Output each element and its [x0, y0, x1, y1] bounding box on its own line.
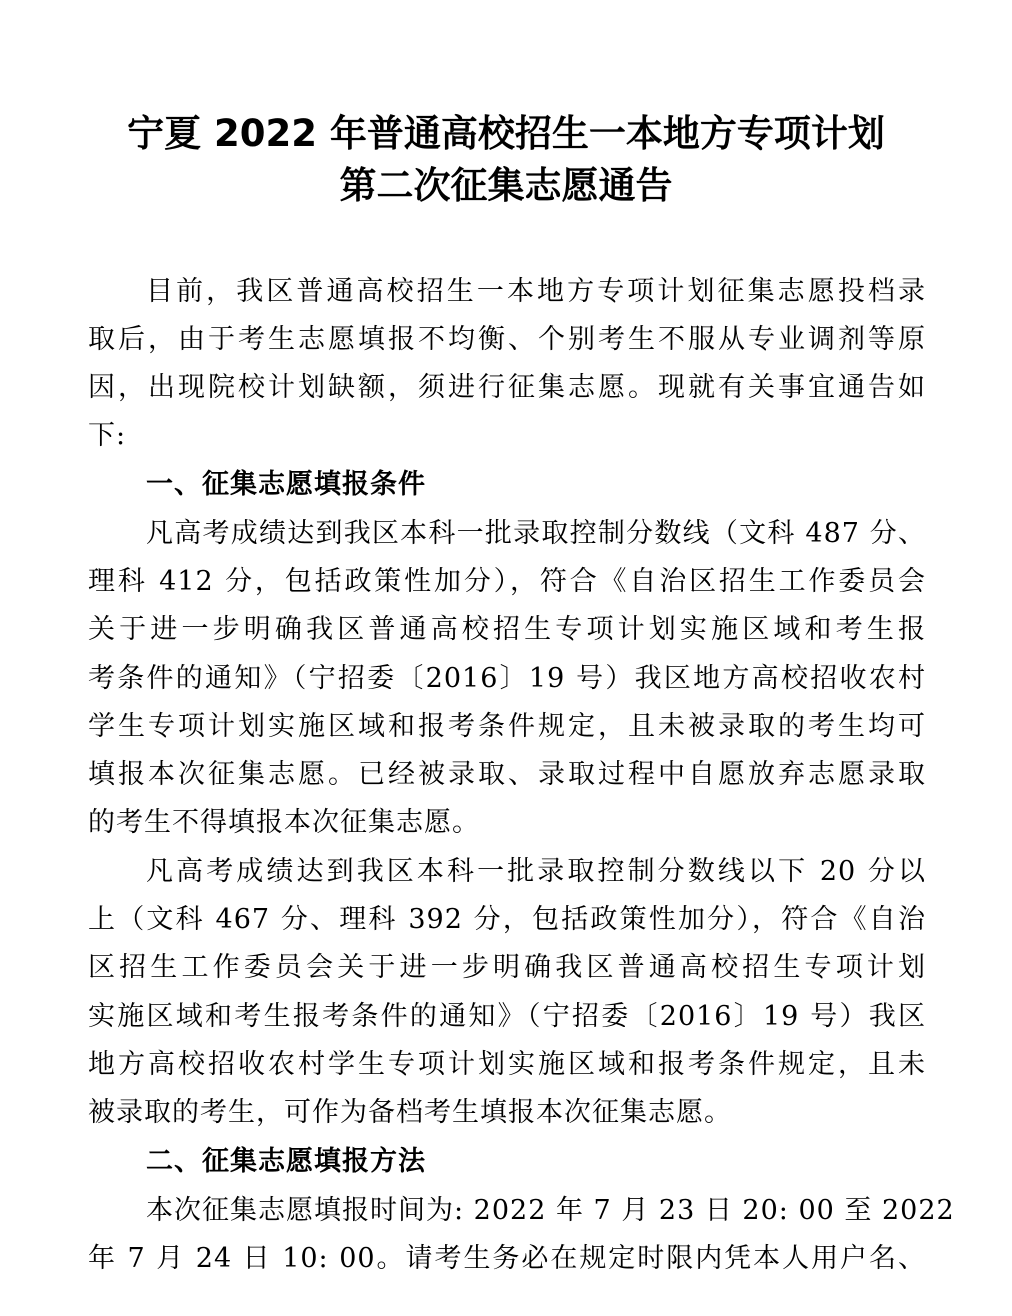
paragraph-line: 地方高校招收农村学生专项计划实施区域和报考条件规定，且未: [88, 1049, 926, 1080]
paragraph-line: 考条件的通知》（宁招委〔2016〕19 号）我区地方高校招收农村: [88, 663, 926, 694]
paragraph-line: 目前，我区普通高校招生一本地方专项计划征集志愿投档录: [146, 276, 926, 307]
paragraph-line: 理科 412 分，包括政策性加分），符合《自治区招生工作委员会: [88, 566, 926, 597]
document-title-line-2: 第二次征集志愿通告: [339, 164, 673, 207]
section-heading-1: 一、征集志愿填报条件: [146, 469, 426, 500]
paragraph-line: 学生专项计划实施区域和报考条件规定，且未被录取的考生均可: [88, 711, 926, 742]
paragraph-line: 凡高考成绩达到我区本科一批录取控制分数线以下 20 分以: [146, 856, 926, 887]
paragraph-line: 填报本次征集志愿。已经被录取、录取过程中自愿放弃志愿录取: [88, 759, 926, 790]
paragraph-line: 下:: [88, 420, 127, 451]
paragraph-line: 区招生工作委员会关于进一步明确我区普通高校招生专项计划: [88, 952, 926, 983]
paragraph-line: 取后，由于考生志愿填报不均衡、个别考生不服从专业调剂等原: [88, 324, 926, 355]
paragraph-line: 本次征集志愿填报时间为: 2022 年 7 月 23 日 20: 00 至 2022: [146, 1195, 955, 1226]
paragraph-line: 实施区域和考生报考条件的通知》（宁招委〔2016〕19 号）我区: [88, 1001, 926, 1032]
paragraph-line: 关于进一步明确我区普通高校招生专项计划实施区域和考生报: [88, 614, 926, 645]
document-title-line-1: 宁夏 2022 年普通高校招生一本地方专项计划: [127, 112, 885, 155]
paragraph-line: 上（文科 467 分、理科 392 分，包括政策性加分），符合《自治: [88, 904, 926, 935]
paragraph-line: 凡高考成绩达到我区本科一批录取控制分数线（文科 487 分、: [146, 518, 926, 549]
paragraph-line: 因，出现院校计划缺额，须进行征集志愿。现就有关事宜通告如: [88, 372, 926, 403]
paragraph-line: 被录取的考生，可作为备档考生填报本次征集志愿。: [88, 1097, 732, 1128]
paragraph-line: 年 7 月 24 日 10: 00。请考生务必在规定时限内凭本人用户名、: [88, 1243, 926, 1274]
section-heading-2: 二、征集志愿填报方法: [146, 1146, 426, 1177]
paragraph-line: 的考生不得填报本次征集志愿。: [88, 807, 480, 838]
